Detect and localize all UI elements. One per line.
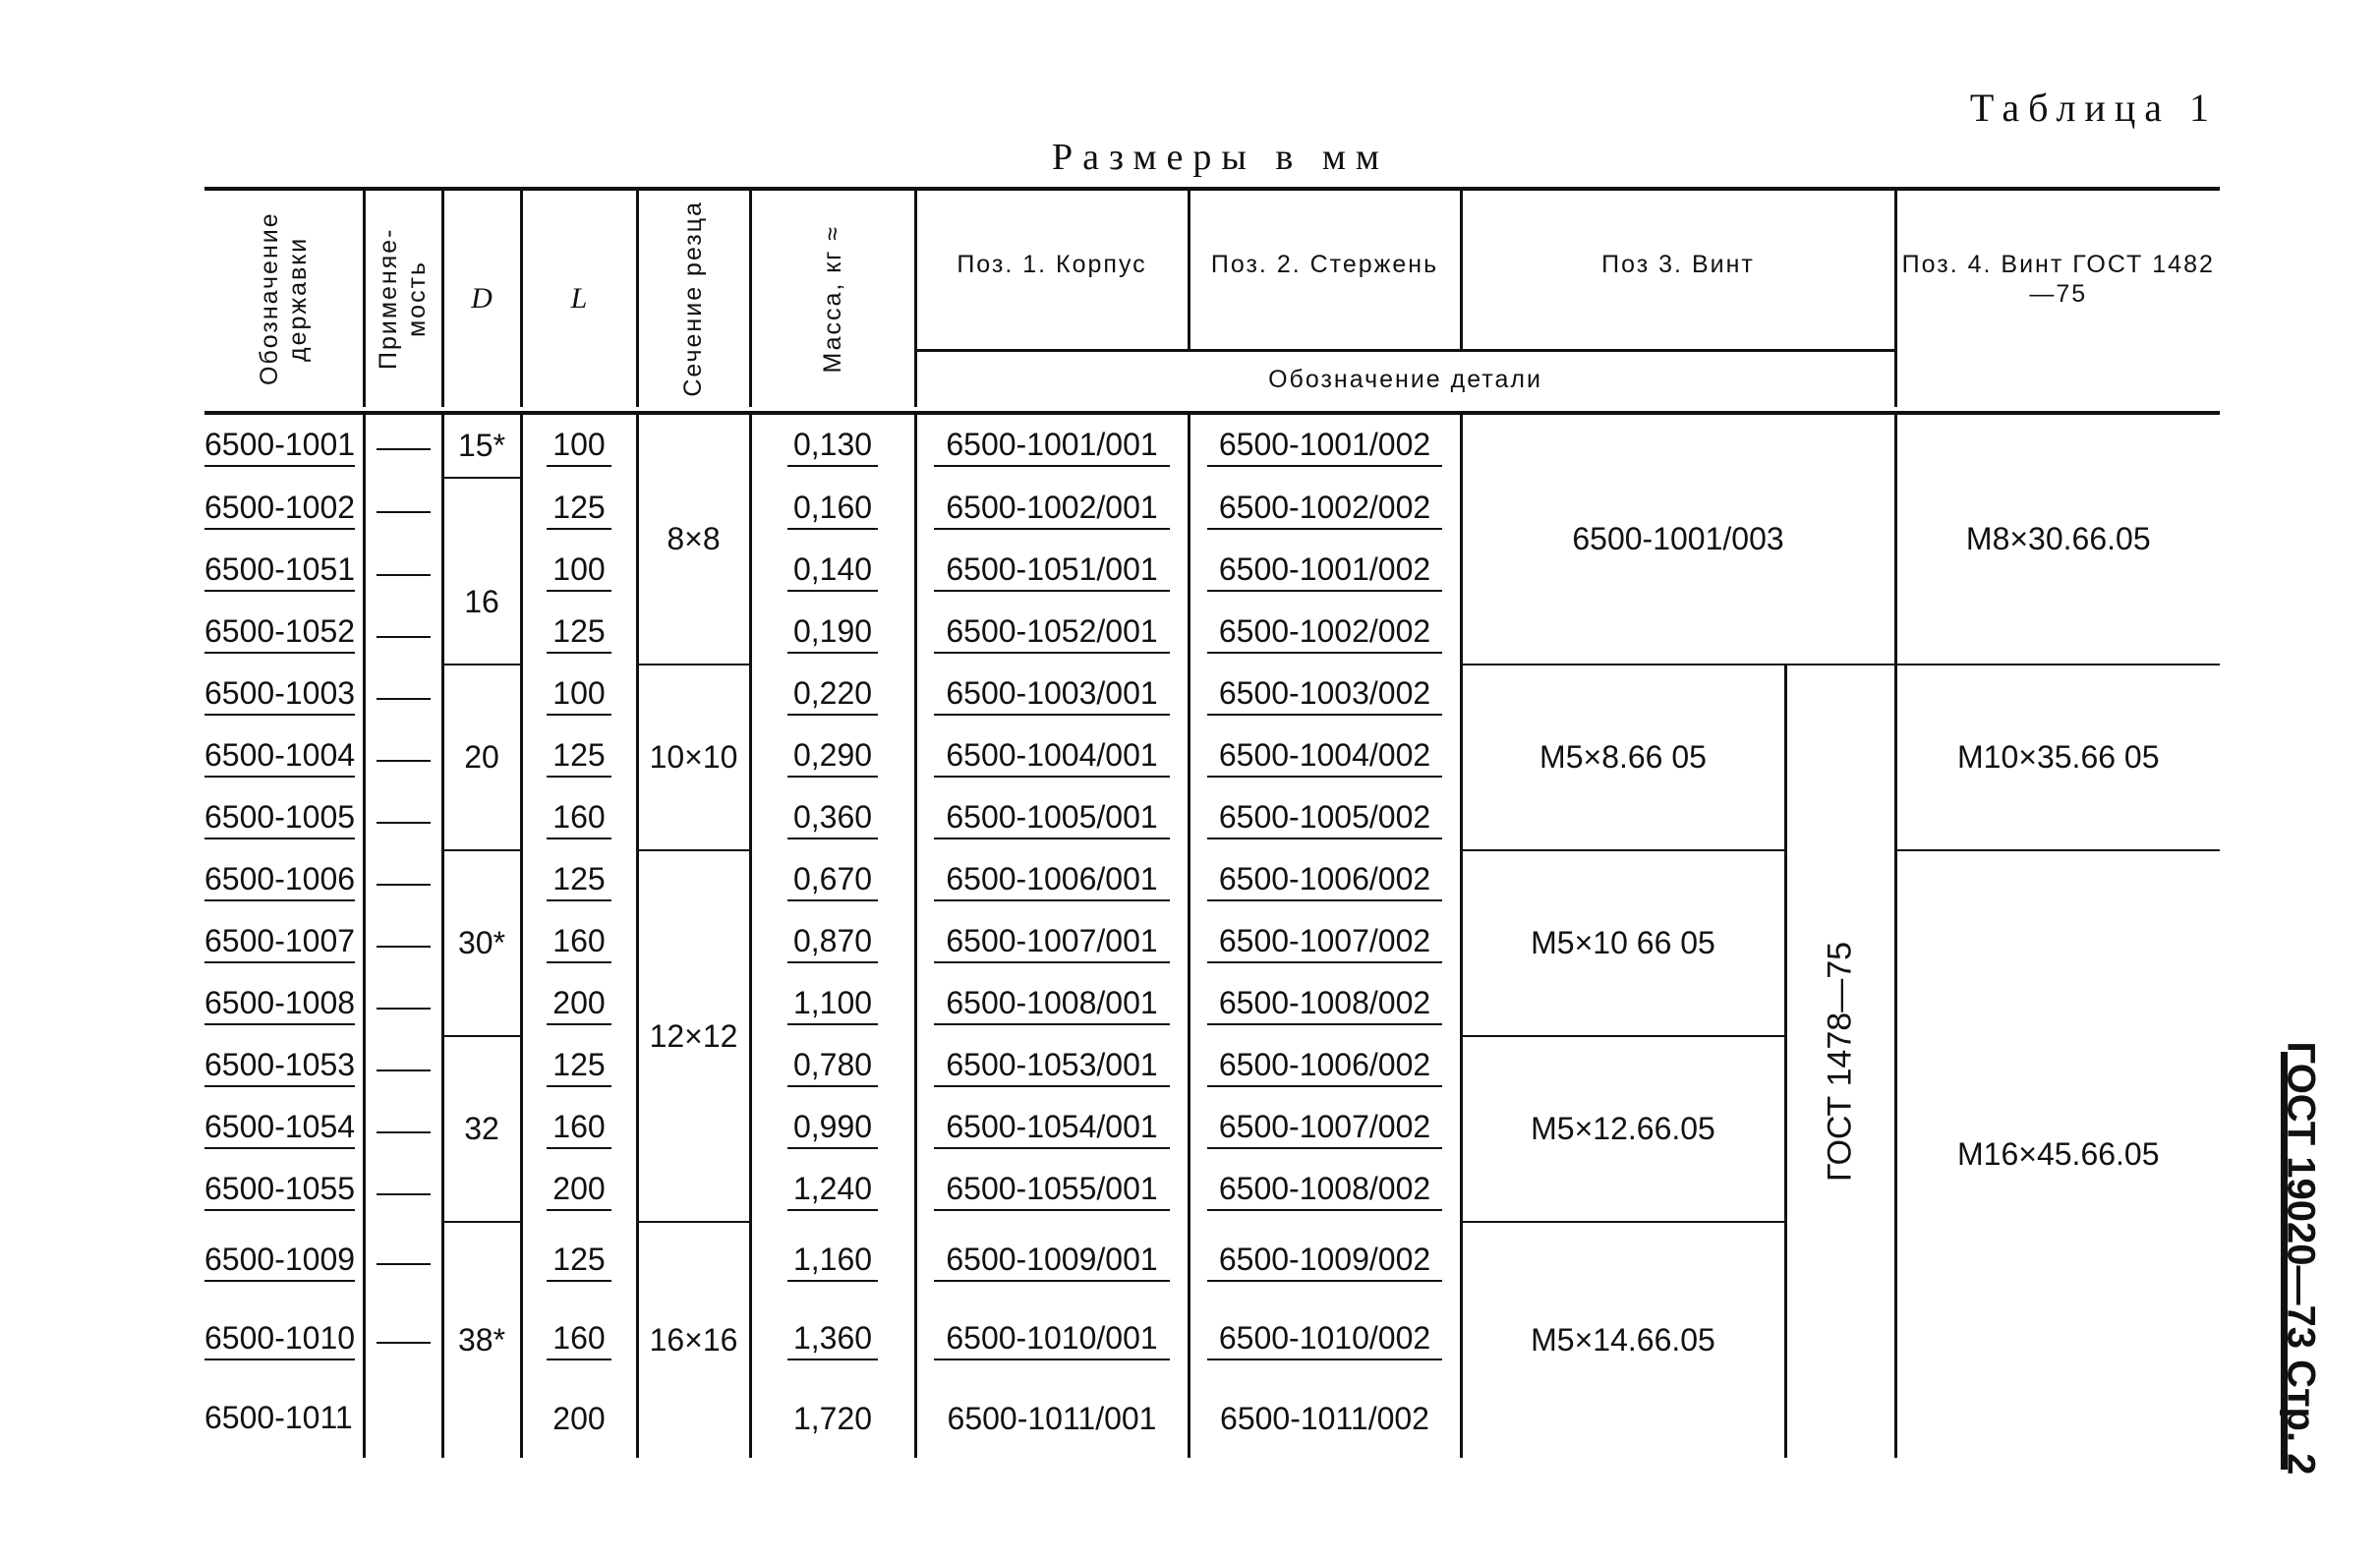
pos2-cell: 6500-1008/002 bbox=[1189, 974, 1461, 1036]
applicability-cell bbox=[364, 1036, 442, 1098]
pos2-cell: 6500-1002/002 bbox=[1189, 478, 1461, 541]
applicability-cell bbox=[364, 788, 442, 850]
applicability-cell bbox=[364, 850, 442, 912]
length-cell: 125 bbox=[521, 478, 637, 541]
mass-cell: 0,870 bbox=[750, 912, 915, 974]
d-cell: 32 bbox=[442, 1036, 521, 1222]
pos2-cell: 6500-1006/002 bbox=[1189, 1036, 1461, 1098]
pos1-cell: 6500-1008/001 bbox=[915, 974, 1189, 1036]
table-row bbox=[204, 665, 2220, 726]
table-number-label: Таблица 1 bbox=[1969, 86, 2218, 130]
applicability-cell bbox=[364, 1379, 442, 1458]
applicability-cell bbox=[364, 1098, 442, 1160]
mass-cell: 0,160 bbox=[750, 478, 915, 541]
mass-cell: 0,220 bbox=[750, 665, 915, 726]
applicability-cell bbox=[364, 1160, 442, 1222]
pos2-cell: 6500-1002/002 bbox=[1189, 603, 1461, 665]
mass-cell: 1,240 bbox=[750, 1160, 915, 1222]
designation-cell: 6500-1010 bbox=[204, 1301, 364, 1379]
designation-cell: 6500-1053 bbox=[204, 1036, 364, 1098]
pos1-cell: 6500-1006/001 bbox=[915, 850, 1189, 912]
section-cell: 12×12 bbox=[637, 850, 750, 1222]
pos1-cell: 6500-1010/001 bbox=[915, 1301, 1189, 1379]
pos4-cell: M10×35.66 05 bbox=[1895, 665, 2220, 850]
applicability-cell bbox=[364, 665, 442, 726]
table-row bbox=[204, 413, 2220, 478]
col-header-section: Сечение резца bbox=[637, 189, 750, 407]
length-cell: 160 bbox=[521, 912, 637, 974]
pos2-cell: 6500-1006/002 bbox=[1189, 850, 1461, 912]
length-cell: 200 bbox=[521, 1379, 637, 1458]
pos2-cell: 6500-1003/002 bbox=[1189, 665, 1461, 726]
d-cell: 16 bbox=[442, 541, 521, 665]
col-header-pos1: Поз. 1. Корпус bbox=[915, 189, 1189, 351]
col-header-pos4: Поз. 4. Винт ГОСТ 1482—75 bbox=[1895, 189, 2220, 407]
designation-cell: 6500-1003 bbox=[204, 665, 364, 726]
col-header-d: D bbox=[442, 189, 521, 407]
pos2-cell: 6500-1001/002 bbox=[1189, 413, 1461, 478]
applicability-cell bbox=[364, 1301, 442, 1379]
table-row bbox=[204, 850, 2220, 912]
pos1-cell: 6500-1004/001 bbox=[915, 726, 1189, 788]
designation-cell: 6500-1006 bbox=[204, 850, 364, 912]
applicability-cell bbox=[364, 478, 442, 541]
pos4-cell: M8×30.66.05 bbox=[1895, 413, 2220, 665]
applicability-cell bbox=[364, 1222, 442, 1301]
d-cell: 30* bbox=[442, 850, 521, 1036]
pos3-cell: 6500-1001/003 bbox=[1461, 413, 1895, 665]
d-cell: 15* bbox=[442, 413, 521, 478]
col-header-mass: Масса, кг ≈ bbox=[750, 189, 915, 407]
pos1-cell: 6500-1011/001 bbox=[915, 1379, 1189, 1458]
pos3-cell: M5×14.66.05 bbox=[1461, 1222, 1785, 1458]
section-cell: 8×8 bbox=[637, 413, 750, 665]
length-cell: 100 bbox=[521, 541, 637, 603]
pos4-cell: M16×45.66.05 bbox=[1895, 850, 2220, 1458]
mass-cell: 1,720 bbox=[750, 1379, 915, 1458]
pos3-standard-cell: ГОСТ 1478—75 bbox=[1785, 665, 1895, 1458]
section-cell: 10×10 bbox=[637, 665, 750, 850]
table-caption: Размеры в мм bbox=[1052, 137, 1389, 178]
pos1-cell: 6500-1055/001 bbox=[915, 1160, 1189, 1222]
mass-cell: 0,780 bbox=[750, 1036, 915, 1098]
length-cell: 125 bbox=[521, 1036, 637, 1098]
mass-cell: 0,990 bbox=[750, 1098, 915, 1160]
designation-cell: 6500-1052 bbox=[204, 603, 364, 665]
d-cell: 20 bbox=[442, 665, 521, 850]
pos1-cell: 6500-1001/001 bbox=[915, 413, 1189, 478]
pos2-cell: 6500-1001/002 bbox=[1189, 541, 1461, 603]
pos2-cell: 6500-1008/002 bbox=[1189, 1160, 1461, 1222]
length-cell: 160 bbox=[521, 788, 637, 850]
table-body bbox=[204, 413, 2220, 1458]
designation-cell: 6500-1009 bbox=[204, 1222, 364, 1301]
pos2-cell: 6500-1007/002 bbox=[1189, 1098, 1461, 1160]
designation-cell: 6500-1005 bbox=[204, 788, 364, 850]
length-cell: 200 bbox=[521, 1160, 637, 1222]
pos2-cell: 6500-1004/002 bbox=[1189, 726, 1461, 788]
applicability-cell bbox=[364, 541, 442, 603]
table-header bbox=[204, 189, 2220, 413]
pos2-cell: 6500-1005/002 bbox=[1189, 788, 1461, 850]
col-header-pos3: Поз 3. Винт bbox=[1461, 189, 1895, 351]
pos1-cell: 6500-1009/001 bbox=[915, 1222, 1189, 1301]
mass-cell: 0,670 bbox=[750, 850, 915, 912]
pos1-cell: 6500-1007/001 bbox=[915, 912, 1189, 974]
length-cell: 160 bbox=[521, 1098, 637, 1160]
designation-cell: 6500-1054 bbox=[204, 1098, 364, 1160]
designation-cell: 6500-1008 bbox=[204, 974, 364, 1036]
mass-cell: 0,190 bbox=[750, 603, 915, 665]
holders-table bbox=[204, 187, 2220, 1458]
standard-page-reference-text: ГОСТ 19020—73 Стр. 2 bbox=[2279, 1041, 2323, 1475]
pos1-cell: 6500-1002/001 bbox=[915, 478, 1189, 541]
pos1-cell: 6500-1003/001 bbox=[915, 665, 1189, 726]
mass-cell: 0,140 bbox=[750, 541, 915, 603]
pos1-cell: 6500-1054/001 bbox=[915, 1098, 1189, 1160]
applicability-cell bbox=[364, 726, 442, 788]
col-header-pos2: Поз. 2. Стержень bbox=[1189, 189, 1461, 351]
mass-cell: 0,360 bbox=[750, 788, 915, 850]
mass-cell: 1,160 bbox=[750, 1222, 915, 1301]
pos3-cell: M5×12.66.05 bbox=[1461, 1036, 1785, 1222]
length-cell: 125 bbox=[521, 726, 637, 788]
length-cell: 100 bbox=[521, 413, 637, 478]
designation-cell: 6500-1001 bbox=[204, 413, 364, 478]
pos3-cell: M5×8.66 05 bbox=[1461, 665, 1785, 850]
pos2-cell: 6500-1010/002 bbox=[1189, 1301, 1461, 1379]
designation-cell: 6500-1004 bbox=[204, 726, 364, 788]
length-cell: 125 bbox=[521, 850, 637, 912]
section-cell: 16×16 bbox=[637, 1222, 750, 1458]
col-header-designation: Обозначение державки bbox=[204, 189, 364, 407]
pos1-cell: 6500-1005/001 bbox=[915, 788, 1189, 850]
applicability-cell bbox=[364, 912, 442, 974]
designation-cell: 6500-1011 bbox=[204, 1399, 353, 1435]
col-header-applicability: Применяе-мость bbox=[364, 189, 442, 407]
standard-page-reference bbox=[2251, 1041, 2350, 1475]
mass-cell: 1,100 bbox=[750, 974, 915, 1036]
length-cell: 100 bbox=[521, 665, 637, 726]
mass-cell: 1,360 bbox=[750, 1301, 915, 1379]
mass-cell: 0,130 bbox=[750, 413, 915, 478]
mass-cell: 0,290 bbox=[750, 726, 915, 788]
designation-cell: 6500-1051 bbox=[204, 541, 364, 603]
col-header-l: L bbox=[521, 189, 637, 407]
d-cell: 38* bbox=[442, 1222, 521, 1458]
length-cell: 125 bbox=[521, 1222, 637, 1301]
designation-cell: 6500-1007 bbox=[204, 912, 364, 974]
length-cell: 160 bbox=[521, 1301, 637, 1379]
d-cell bbox=[442, 478, 521, 541]
applicability-cell bbox=[364, 413, 442, 478]
col-header-part-designation: Обозначение детали bbox=[915, 351, 1895, 408]
pos2-cell: 6500-1009/002 bbox=[1189, 1222, 1461, 1301]
pos1-cell: 6500-1053/001 bbox=[915, 1036, 1189, 1098]
pos2-cell: 6500-1007/002 bbox=[1189, 912, 1461, 974]
pos2-cell: 6500-1011/002 bbox=[1189, 1379, 1461, 1458]
pos1-cell: 6500-1051/001 bbox=[915, 541, 1189, 603]
designation-cell: 6500-1002 bbox=[204, 478, 364, 541]
designation-cell: 6500-1055 bbox=[204, 1160, 364, 1222]
applicability-cell bbox=[364, 603, 442, 665]
length-cell: 125 bbox=[521, 603, 637, 665]
applicability-cell bbox=[364, 974, 442, 1036]
pos1-cell: 6500-1052/001 bbox=[915, 603, 1189, 665]
pos3-cell: M5×10 66 05 bbox=[1461, 850, 1785, 1036]
length-cell: 200 bbox=[521, 974, 637, 1036]
